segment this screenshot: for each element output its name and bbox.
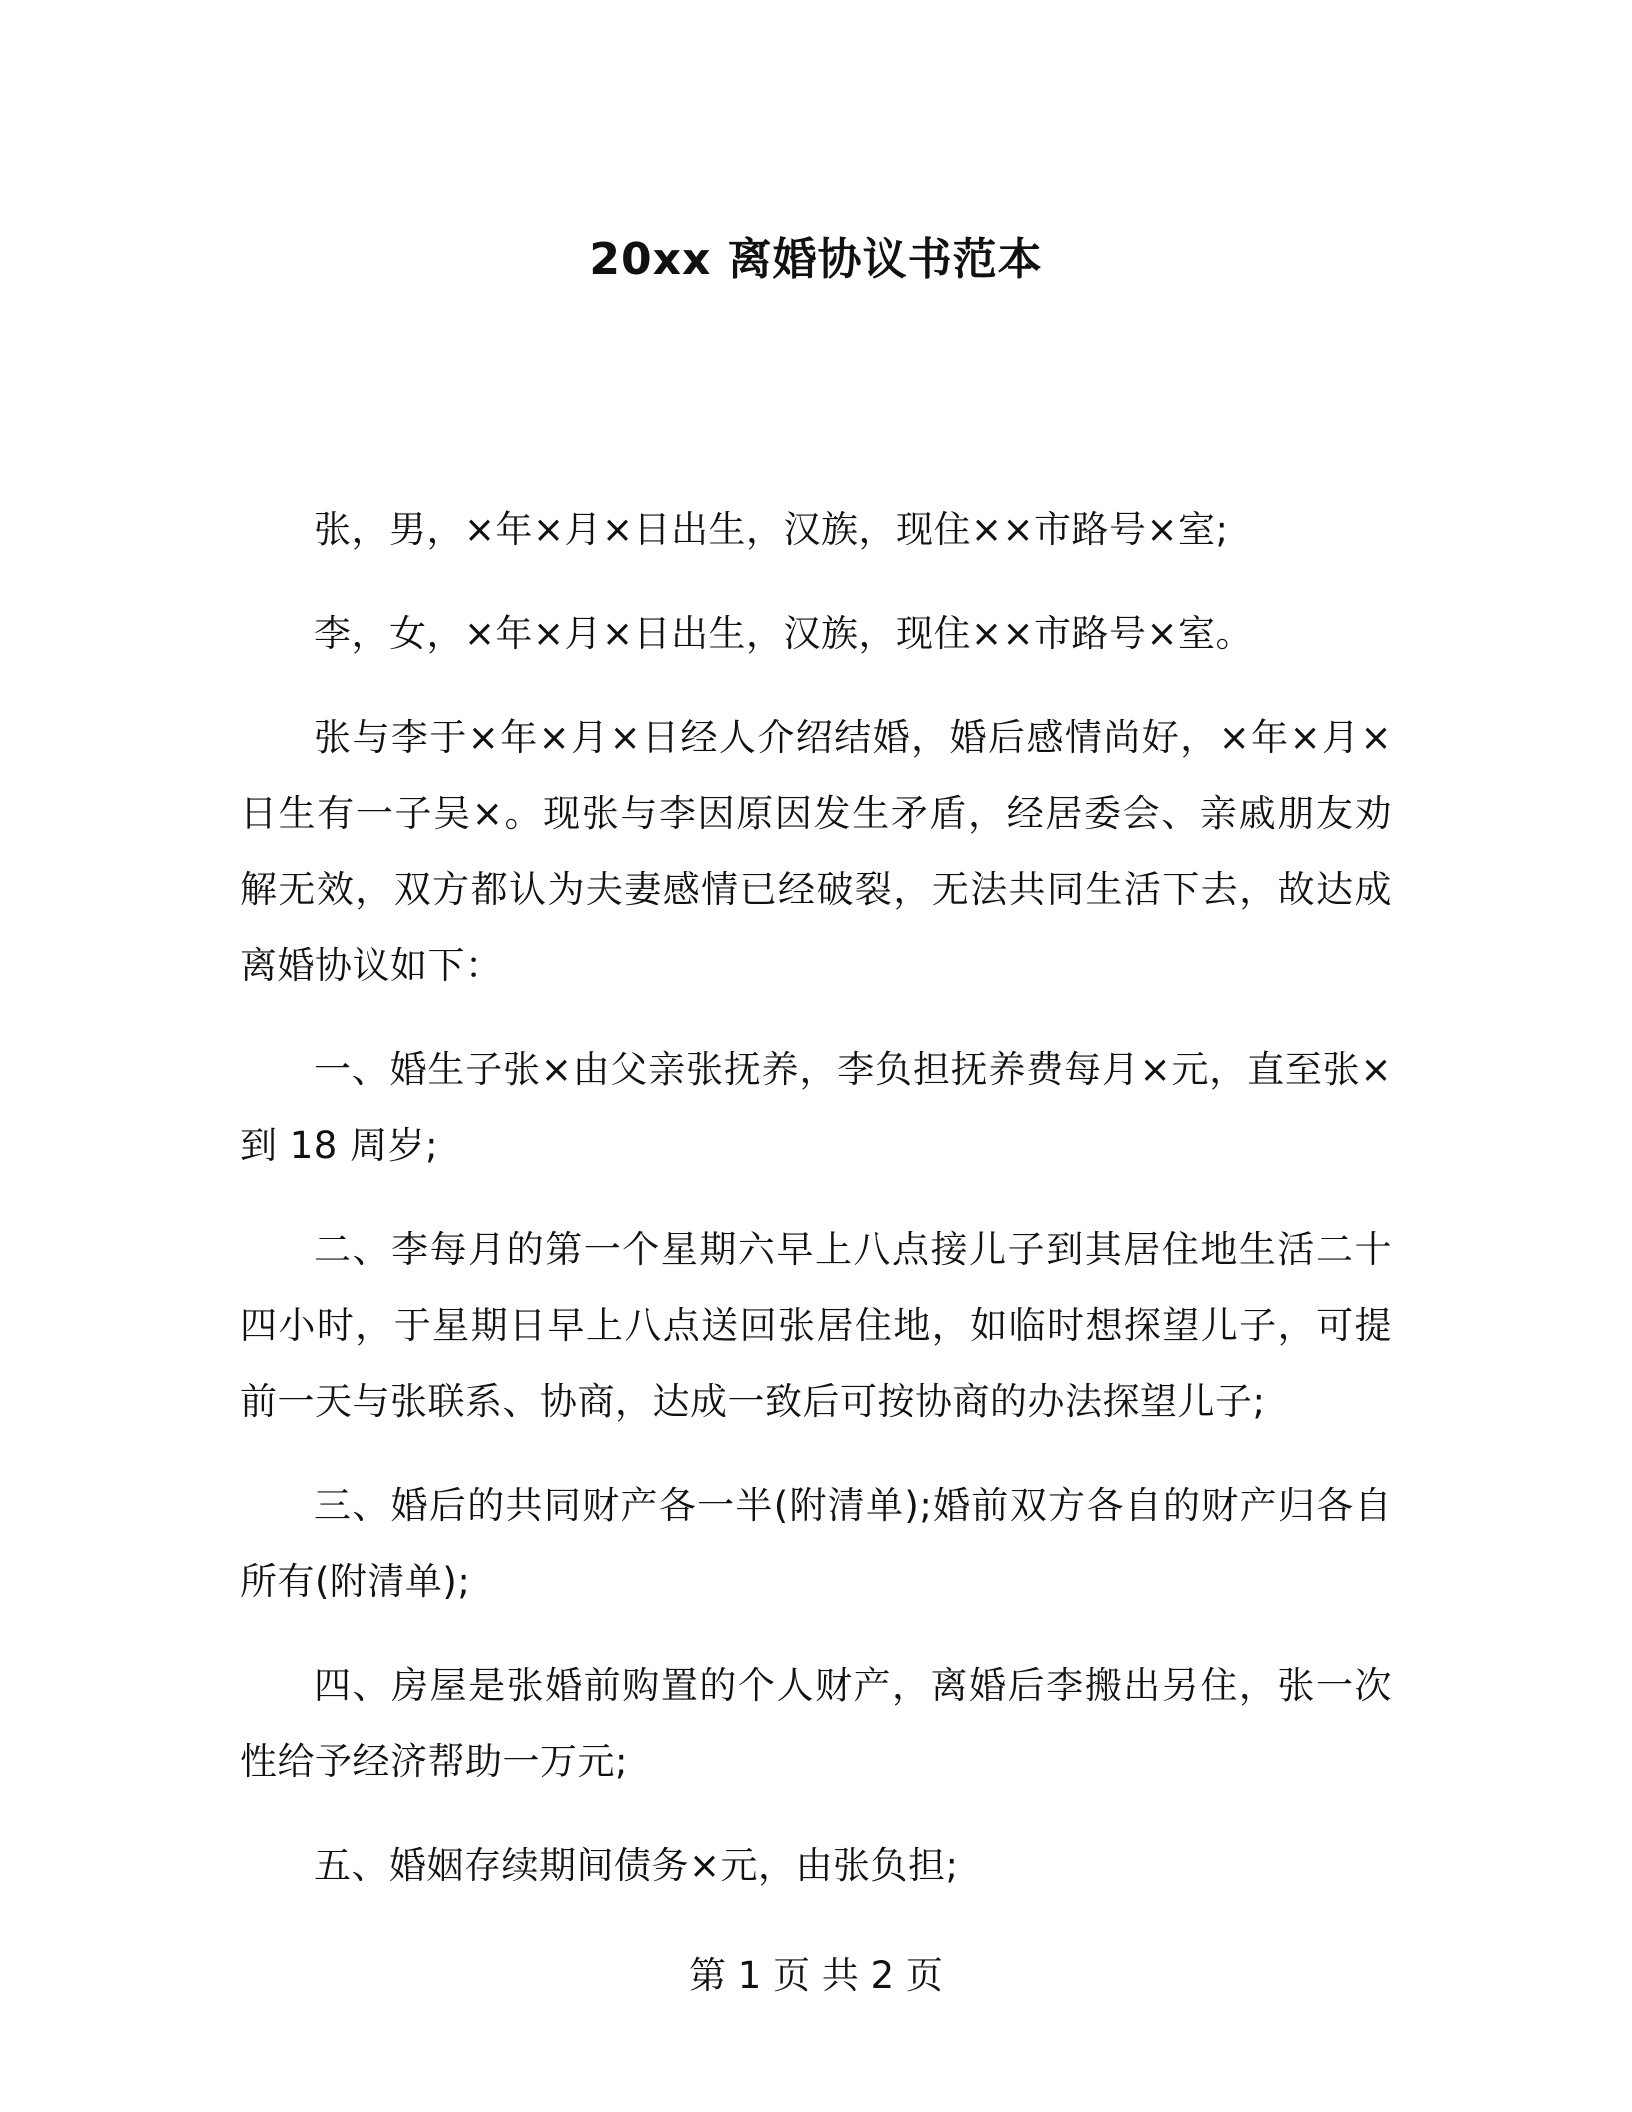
page-number-footer: 第 1 页 共 2 页 bbox=[689, 1954, 943, 1997]
paragraph-clause-3: 三、婚后的共同财产各一半(附清单);婚前双方各自的财产归各自所有(附清单); bbox=[240, 1484, 1392, 1603]
paragraph-clause-1: 一、婚生子张×由父亲张抚养，李负担抚养费每月×元，直至张×到 18 周岁; bbox=[240, 1048, 1392, 1167]
document-body bbox=[240, 492, 1392, 1932]
paragraph-clause-4: 四、房屋是张婚前购置的个人财产，离婚后李搬出另住，张一次性给予经济帮助一万元; bbox=[240, 1664, 1392, 1783]
paragraph-background: 张与李于×年×月×日经人介绍结婚，婚后感情尚好，×年×月×日生有一子吴×。现张与李因原因发生矛盾，经居委会、亲戚朋友劝解无效，双方都认为夫妻感情已经破裂，无法共同生活下去，故达成离婚协议如下： bbox=[240, 716, 1392, 987]
document-title: 20xx 离婚协议书范本 bbox=[589, 234, 1043, 285]
paragraph-clause-2: 二、李每月的第一个星期六早上八点接儿子到其居住地生活二十四小时，于星期日早上八点送回张居住地，如临时想探望儿子，可提前一天与张联系、协商，达成一致后可按协商的办法探望儿子; bbox=[240, 1228, 1392, 1423]
paragraph-clause-5: 五、婚姻存续期间债务×元，由张负担; bbox=[314, 1844, 959, 1887]
paragraph-party-li: 李，女，×年×月×日出生，汉族，现住××市路号×室。 bbox=[314, 612, 1254, 655]
paragraph-party-zhang: 张，男，×年×月×日出生，汉族，现住××市路号×室; bbox=[314, 508, 1229, 551]
